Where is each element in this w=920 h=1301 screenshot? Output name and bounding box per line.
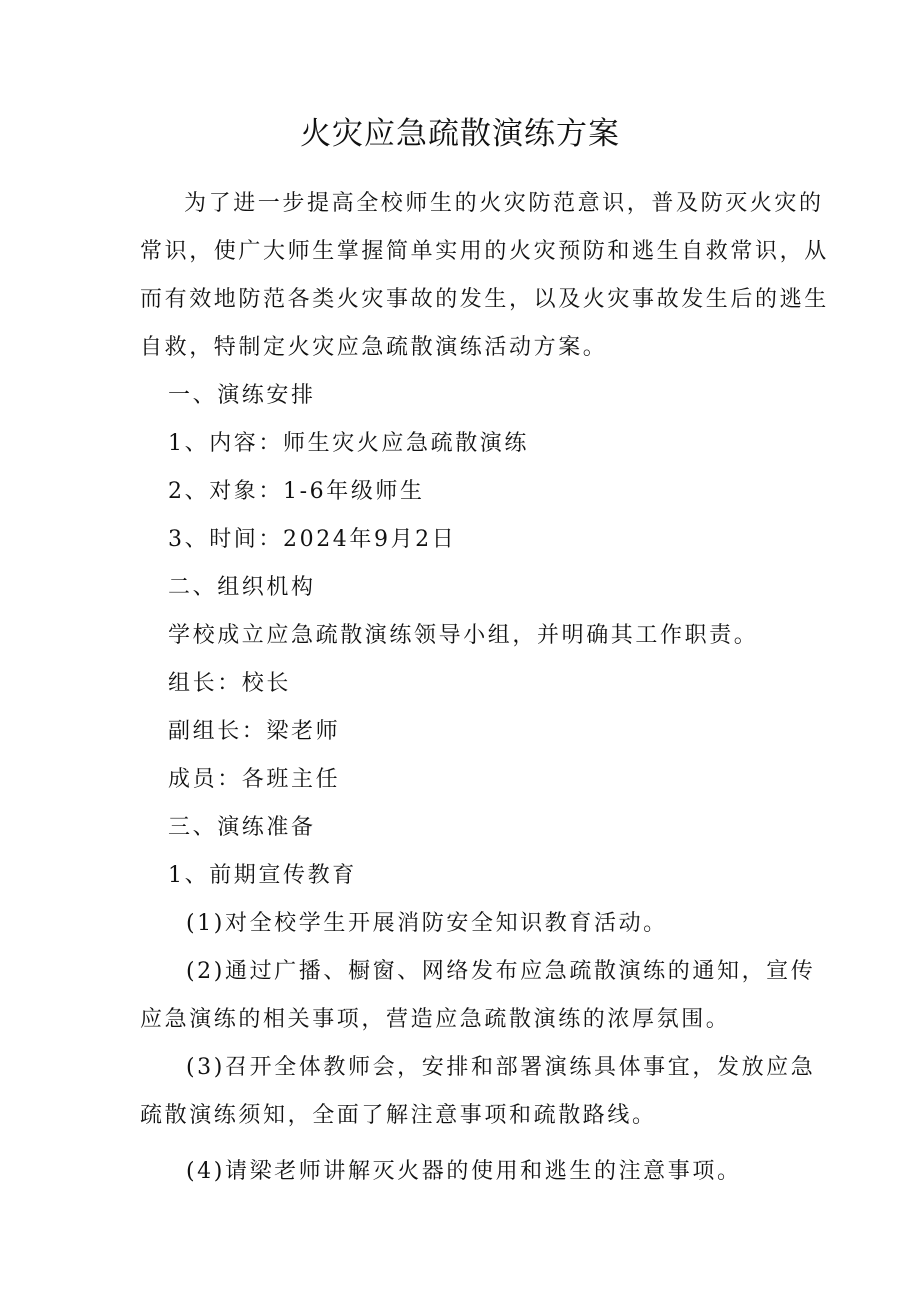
section3-item-2-line-1: (2)通过广播、橱窗、网络发布应急疏散演练的通知，宣传 [186, 959, 816, 984]
section2-heading: 二、组织机构 [168, 575, 316, 600]
section2-vice-leader: 副组长：梁老师 [168, 719, 341, 744]
section2-members: 成员：各班主任 [168, 767, 341, 792]
section2-text: 学校成立应急疏散演练领导小组，并明确其工作职责。 [168, 623, 759, 648]
section3-sub1: 1、前期宣传教育 [168, 863, 357, 888]
section3-item-3-line-2: 疏散演练须知，全面了解注意事项和疏散路线。 [140, 1103, 657, 1128]
section3-heading: 三、演练准备 [168, 815, 316, 840]
intro-paragraph [140, 180, 829, 372]
intro-line-3: 而有效地防范各类火灾事故的发生，以及火灾事故发生后的逃生 [140, 287, 829, 312]
document-title: 火灾应急疏散演练方案 [300, 116, 620, 152]
section1-item-content: 1、内容：师生灾火应急疏散演练 [168, 431, 529, 456]
section3-item-3 [140, 1044, 816, 1140]
intro-line-1: 为了进一步提高全校师生的火灾防范意识，普及防灭火灾的 [184, 191, 824, 216]
section3-item-3-line-1: (3)召开全体教师会，安排和部署演练具体事宜，发放应急 [186, 1055, 816, 1080]
section1-item-target: 2、对象：1-6年级师生 [168, 479, 425, 504]
section1-item-time: 3、时间：2024年9月2日 [168, 527, 457, 552]
section2-leader: 组长：校长 [168, 671, 292, 696]
intro-line-2: 常识，使广大师生掌握简单实用的火灾预防和逃生自救常识，从 [140, 239, 829, 264]
intro-line-4: 自救，特制定火灾应急疏散演练活动方案。 [140, 335, 608, 360]
section1-heading: 一、演练安排 [168, 383, 316, 408]
section3-item-4: (4)请梁老师讲解灭火器的使用和逃生的注意事项。 [186, 1159, 742, 1184]
section3-item-2 [140, 948, 816, 1044]
section3-item-1: (1)对全校学生开展消防安全知识教育活动。 [186, 911, 668, 936]
section3-item-2-line-2: 应急演练的相关事项，营造应急疏散演练的浓厚氛围。 [140, 1007, 731, 1032]
